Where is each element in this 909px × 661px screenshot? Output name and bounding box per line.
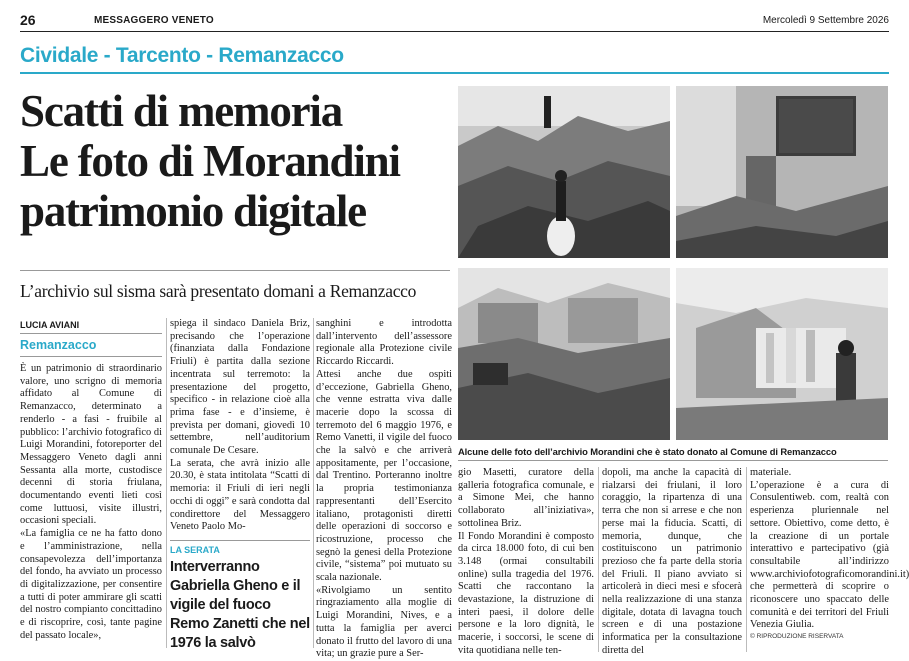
column-divider: [598, 467, 599, 652]
paragraph: «Rivolgiamo un sentito ringraziamento alla moglie di Luigi Morandini, Nives, e a tutta la famiglia per averci donato il frutto del lavoro di una vita; un grazie pure a Ser-: [316, 584, 452, 660]
headline-line-1: Scatti di memoria: [20, 86, 343, 136]
photo-rubble-woman-image: [458, 86, 670, 258]
column-divider: [166, 318, 167, 648]
paragraph: dopoli, ma anche la capacità di rialzarsi dei friulani, il loro coraggio, la ripartenza di una terra che non si arrese e che non perse mai la fiducia. Scatti, di memoria, dunque, che costituiscono un patrimonio prezioso che fa parte della storia del Friuli. Il piano avviato si articolerà in dieci mesi e sfocerà nella realizzazione di una stanza digitale, dotata di lavagna touch screen e di una postazione informatica per la consultazione diretta del: [602, 467, 742, 656]
paragraph: Attesi anche due ospiti d’eccezione, Gabriella Gheno, che venne estratta viva dalle macerie dopo la scossa di terremoto del 6 maggio 1976, e Remo Vanetti, il vigile del fuoco che la salvò e che arriverà appositamente, per l’occasione, dal Trentino. Porteranno inoltre la propria testimonianza rappresentanti dell’Esercito italiano, protagonisti diretti delle operazioni di soccorso e ricostruzione, processo che segnò la genesi della Protezione civile, “sistema” poi mutuato su scala nazionale.: [316, 368, 452, 584]
headline: [20, 86, 450, 236]
paragraph: sanghini e introdotta dall’intervento dell’assessore regionale alla Protezione civile Riccardo Riccardi.: [316, 318, 452, 368]
article-column-5: [602, 467, 742, 656]
paragraph: Il Fondo Morandini è composto da circa 18.000 foto, di cui ben 3.148 (ormai consultabili online) sulla tragedia del 1976. Scatti che raccontano la devastazione, la distruzione di interi paesi, il dolore delle persone e la loro dignità, le macerie, i soccorsi, le scene di vita quotidiana nelle ten-: [458, 530, 594, 656]
section-title: Cividale - Tarcento - Remanzacco: [20, 44, 344, 67]
column-divider: [746, 467, 747, 652]
paragraph: materiale.: [750, 467, 792, 478]
article-column-4: [458, 467, 594, 656]
byline: LUCIA AVIANI: [20, 320, 80, 330]
photo-rubble-woman: [458, 86, 670, 258]
sidebar-kicker: LA SERATA: [170, 545, 220, 555]
paragraph: gio Masetti, curatore della galleria fotografica comunale, e a Simone Mei, che hanno collaborato all’iniziativa», sottolinea Briz.: [458, 467, 594, 529]
photo-tent-camp: [676, 268, 888, 440]
page-number: 26: [20, 12, 36, 28]
dateline-rule: [20, 356, 162, 357]
subheadline-rule: [20, 270, 450, 271]
sidebar-box: [170, 540, 310, 652]
photo-caption: Alcune delle foto dell’archivio Morandini che è stato donato al Comune di Remanzacco: [458, 446, 888, 461]
headline-line-3: patrimonio digitale: [20, 186, 366, 236]
page-header: [20, 10, 889, 32]
dateline: Remanzacco: [20, 338, 97, 352]
article-column-3: [316, 318, 452, 660]
section-rule: [20, 72, 889, 74]
sidebar-title: Interverranno Gabriella Gheno e il vigile del fuoco Remo Zanetti che nel 1976 la salvò: [170, 559, 310, 651]
photo-destroyed-village-image: [458, 268, 670, 440]
paragraph: «La famiglia ce ne ha fatto dono e l’amministrazione, nella consapevolezza dell’importanza del fondo, ha avviato un processo di digitalizzazione, per consentire a tutti di poter ammirare gli scatti del nostro compianto concittadino e di riscoprire, così, tante pagine del passato locale»,: [20, 528, 162, 641]
issue-date: Mercoledì 9 Settembre 2026: [762, 15, 889, 26]
photo-classroom-image: [676, 86, 888, 258]
headline-line-2: Le foto di Morandini: [20, 136, 400, 186]
paragraph: È un patrimonio di straordinario valore, uno scrigno di memoria affidato al Comune di Remanzacco, determinato a renderlo - a fasi - fruibile al pubblico: l’archivio fotografico di Luigi Morandini, fotoreporter del Messaggero Veneto dagli anni Sessanta alla morte, custodisce decenni di storia friulana, documentando eventi lieti così come luttuosi, visite illustri, occasioni speciali.: [20, 363, 162, 527]
byline-rule: [20, 333, 162, 334]
paragraph: L’operazione è a cura di Consulentiweb. com, realtà con esperienza pluriennale nel settore. Obiettivo, come detto, è la creazione di un portale interattivo e partecipativo (già consultabile all’indirizzo www.archiviofotograficomorandini.it) che permetterà di scoprire o riconoscere uno spaccato delle comunità e dei territori del Friuli Venezia Giulia.: [750, 479, 909, 631]
article-column-6: [750, 467, 909, 637]
photo-tent-camp-image: [676, 268, 888, 440]
paragraph: spiega il sindaco Daniela Briz, precisando che l’operazione (finanziata dalla Fondazione Friuli) è partita dalla sezione incentrata sul terremoto: la presentazione del progetto, specifico - in relazione cioè alla prima fase - e d’insieme, è prevista per domani, giovedì 10 settembre, nell’auditorium comunale De Cesare.: [170, 318, 310, 457]
paragraph: La serata, che avrà inizio alle 20.30, è stata intitolata “Scatti di memoria: il Friuli di ieri negli occhi di oggi” e sarà condotta dal condirettore del Messaggero Veneto Paolo Mo-: [170, 457, 310, 533]
copyright-notice: © RIPRODUZIONE RISERVATA: [750, 633, 844, 640]
article-column-2: [170, 318, 310, 533]
column-divider: [313, 318, 314, 648]
article-column-1: [20, 363, 162, 653]
newspaper-name: MESSAGGERO VENETO: [94, 15, 214, 26]
photo-classroom: [676, 86, 888, 258]
photo-destroyed-village: [458, 268, 670, 440]
subheadline: L’archivio sul sisma sarà presentato domani a Remanzacco: [20, 281, 417, 301]
